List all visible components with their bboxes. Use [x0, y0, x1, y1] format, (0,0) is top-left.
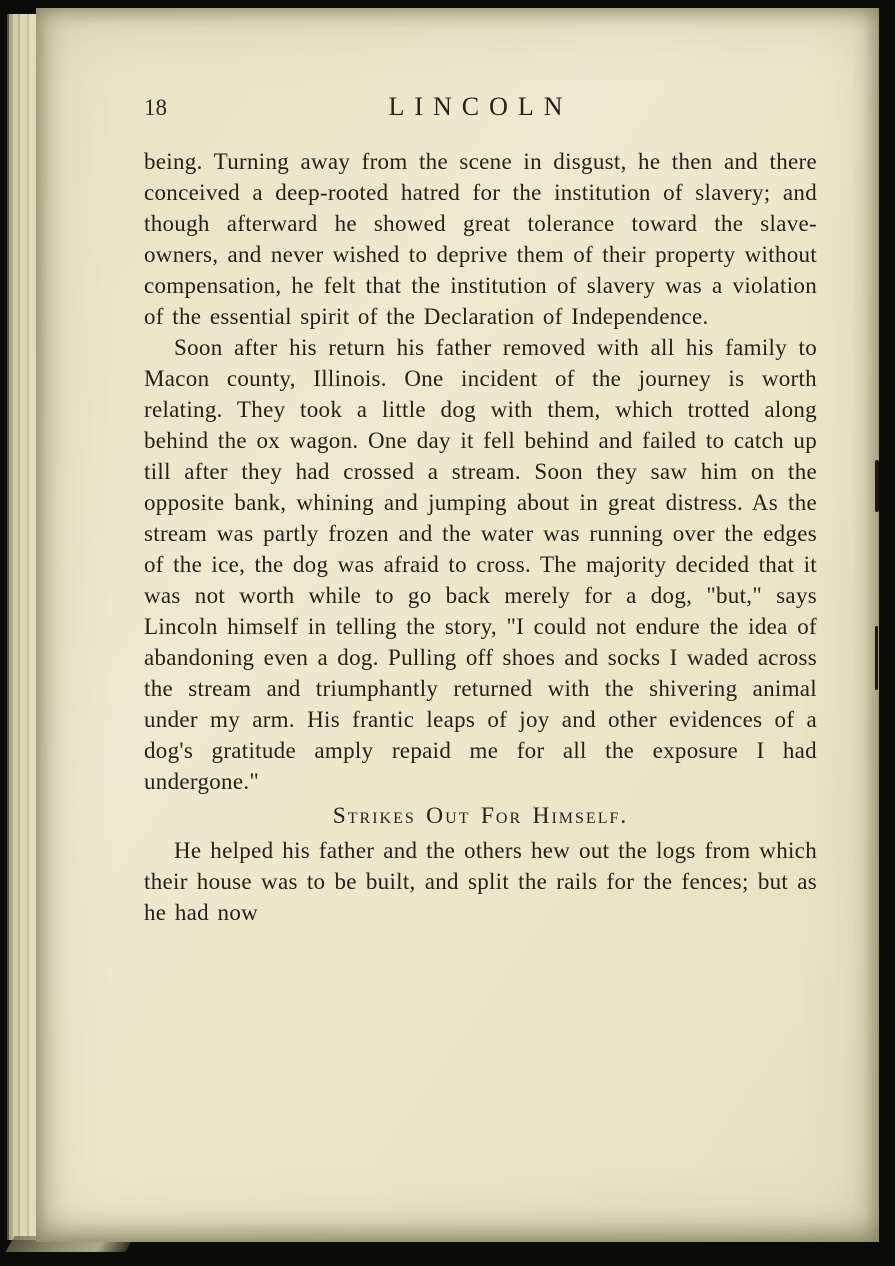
scan-artifact: [875, 626, 878, 690]
section-heading: Strikes Out For Himself.: [332, 803, 629, 829]
scan-artifact: [875, 460, 879, 512]
book-page: [36, 8, 879, 1242]
paragraph: He helped his father and the others hew out the logs from which their house was to be built, and split the rails for the fences; but as he had now: [144, 838, 817, 925]
page-number: 18: [144, 95, 167, 120]
running-title: LINCOLN: [388, 92, 573, 121]
page-stack-edge: [7, 14, 39, 1240]
paragraph: Soon after his return his father removed with all his family to Macon county, Illinois. One incident of the journey is worth relating. They took a little dog with them, which trotted along behind the ox wagon. One day it fell behind and failed to catch up till after they had crossed a stream. Soon they saw him on the opposite bank, whining and jumping about in great distress. As the stream was partly frozen and the water was running over the edges of the ice, the dog was afraid to cross. The majority decided that it was not worth while to go back merely for a dog, "but," says Lincoln himself in telling the story, "I could not endure the idea of abandoning even a dog. Pulling off shoes and socks I waded across the stream and triumphantly returned with the shivering animal under my arm. His frantic leaps of joy and other evidences of a dog's gratitude amply repaid me for all the exposure I had undergone.": [144, 335, 817, 794]
page-header: [144, 92, 817, 126]
body-text: [144, 146, 817, 928]
paragraph-continuation: being. Turning away from the scene in disgust, he then and there conceived a deep-rooted hatred for the institution of slavery; and though afterward he showed great tolerance toward the slave-owners, and never wished to deprive them of their property without compensation, he felt that the institution of slavery was a violation of the essential spirit of the Declaration of Independence.: [144, 149, 817, 329]
